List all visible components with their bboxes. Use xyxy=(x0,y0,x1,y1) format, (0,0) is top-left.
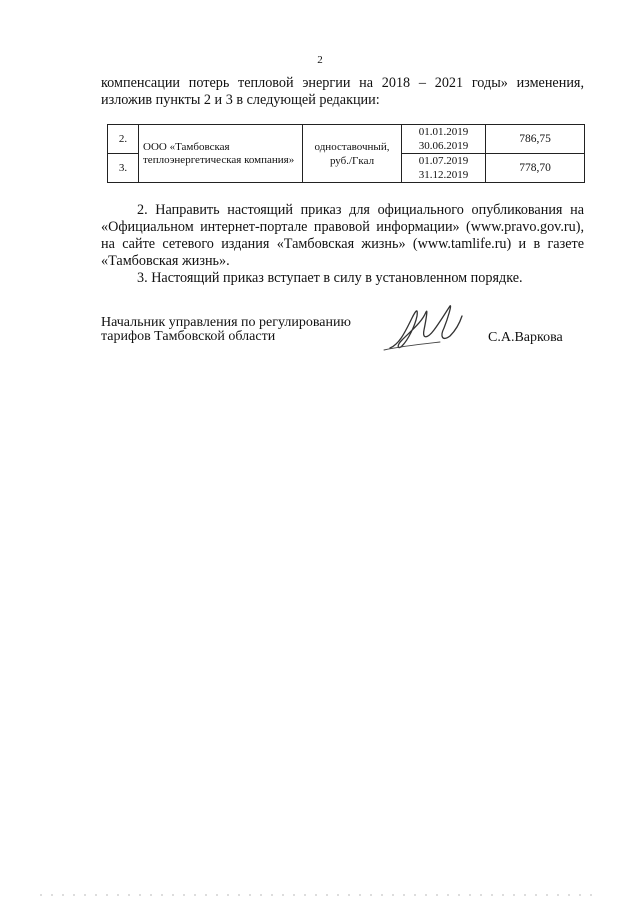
period-from: 01.01.2019 xyxy=(418,126,469,138)
unit-cell: одноставочный, руб./Гкал xyxy=(303,125,402,183)
signatory-title-line-2: тарифов Тамбовской области xyxy=(101,329,276,344)
handwritten-signature xyxy=(382,300,472,355)
order-items xyxy=(101,202,584,287)
row-number: 3. xyxy=(108,154,139,183)
scan-artifact-line xyxy=(0,893,640,897)
period-to: 30.06.2019 xyxy=(418,140,469,152)
tariff-value: 778,70 xyxy=(486,154,585,183)
item-2: 2. Направить настоящий приказ для официального опубликования на «Официальном интернет-портале правовой информации» (www.pravo.gov.ru), на сайте сетевого издания «Тамбовская жизнь» (www.tamlife.ru) и в газете «Тамбовская жизнь». xyxy=(101,202,584,269)
period-to: 31.12.2019 xyxy=(418,169,469,181)
signatory-name: С.А.Варкова xyxy=(488,330,563,345)
page-number: 2 xyxy=(317,54,323,66)
period-cell xyxy=(402,154,486,183)
intro-line-2: изложив пункты 2 и 3 в следующей редакции: xyxy=(101,92,380,108)
row-number: 2. xyxy=(108,125,139,154)
intro-paragraph xyxy=(101,75,584,109)
tariff-table xyxy=(107,124,585,183)
period-from: 01.07.2019 xyxy=(418,155,469,167)
table-row xyxy=(108,125,585,154)
signatory-title xyxy=(101,316,351,344)
organization-cell: ООО «Тамбовская теплоэнергетическая компания» xyxy=(139,125,303,183)
tariff-value: 786,75 xyxy=(486,125,585,154)
signatory-title-line-1: Начальник управления по регулированию xyxy=(101,315,351,330)
period-cell xyxy=(402,125,486,154)
item-3: 3. Настоящий приказ вступает в силу в установленном порядке. xyxy=(137,270,523,286)
intro-line-1: компенсации потерь тепловой энергии на 2018 – 2021 годы» изменения, xyxy=(101,75,584,91)
